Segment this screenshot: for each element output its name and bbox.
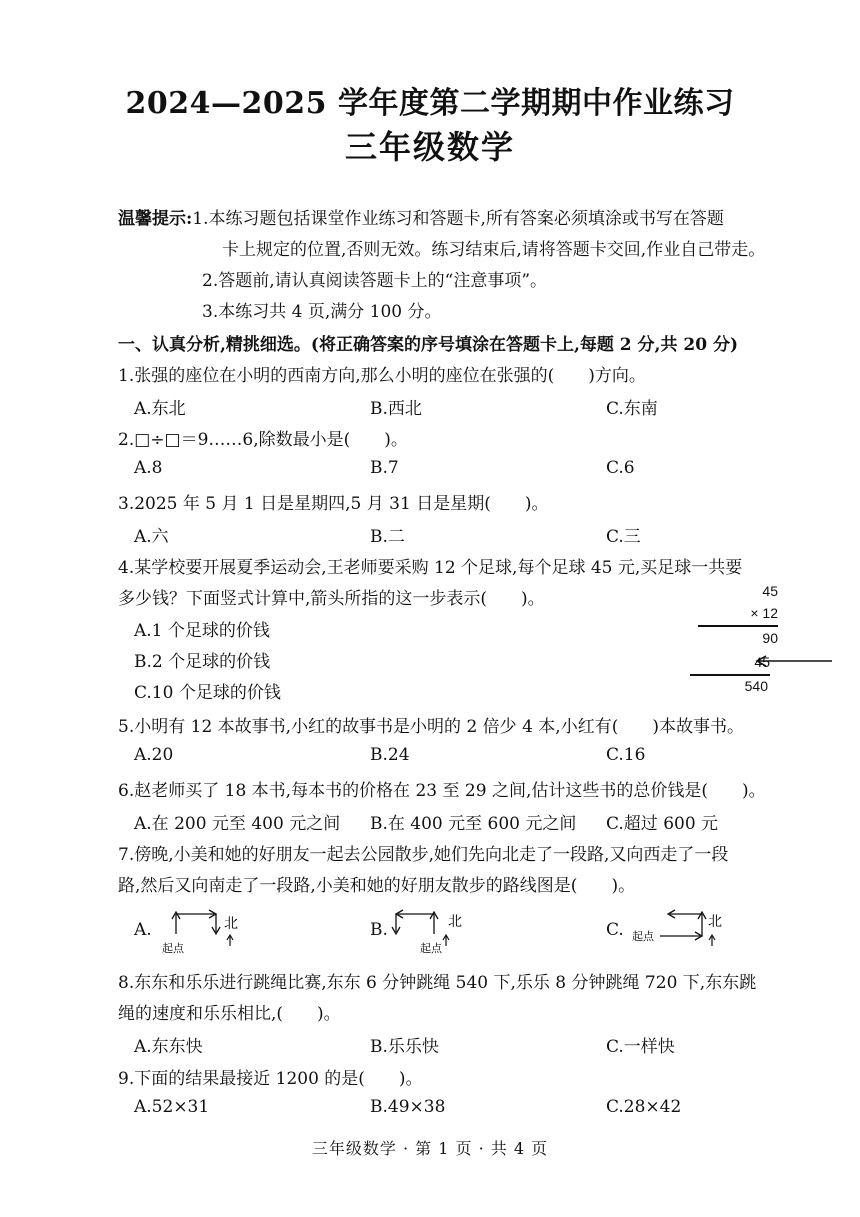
start-label: 起点 bbox=[632, 930, 654, 943]
question-5-options bbox=[134, 745, 834, 775]
question-2: 2.□÷□＝9……6,除数最小是( )。 bbox=[118, 430, 408, 450]
route-diagrams bbox=[134, 908, 834, 958]
option-a: A.52×31 bbox=[134, 1097, 210, 1117]
question-8-options bbox=[134, 1032, 834, 1062]
route-c-diagram bbox=[630, 908, 740, 956]
calc-partial2: 45 bbox=[754, 654, 770, 670]
option-a: A.在 200 元至 400 元之间 bbox=[134, 814, 341, 834]
vertical-multiplication bbox=[690, 583, 840, 703]
option-c: C.超过 600 元 bbox=[606, 814, 719, 834]
option-a: A.东东快 bbox=[134, 1037, 203, 1057]
option-b: B. bbox=[370, 920, 388, 940]
calc-partial1: 90 bbox=[762, 630, 778, 646]
page-footer: 三年级数学 · 第 1 页 · 共 4 页 bbox=[311, 1139, 549, 1158]
option-c: C.东南 bbox=[606, 399, 658, 419]
option-a: A.六 bbox=[134, 527, 169, 547]
question-9: 9.下面的结果最接近 1200 的是( )。 bbox=[118, 1069, 423, 1089]
route-b-diagram bbox=[388, 908, 478, 956]
option-b: B.西北 bbox=[370, 399, 422, 419]
north-label: 北 bbox=[708, 914, 722, 930]
section-heading: 一、认真分析,精挑细选。(将正确答案的序号填涂在答题卡上,每题 2 分,共 20 分) bbox=[118, 335, 739, 355]
option-b: B.2 个足球的价钱 bbox=[134, 652, 271, 672]
option-a: A.东北 bbox=[134, 399, 186, 419]
option-b: B.24 bbox=[370, 745, 410, 765]
arrow-left-icon bbox=[752, 653, 834, 669]
option-c: C.6 bbox=[606, 458, 635, 478]
question-1-options bbox=[134, 394, 834, 424]
start-label: 起点 bbox=[162, 942, 184, 955]
question-6-options bbox=[134, 809, 834, 839]
option-b: B.7 bbox=[370, 458, 399, 478]
question-1: 1.张强的座位在小明的西南方向,那么小明的座位在张强的( )方向。 bbox=[118, 366, 646, 386]
question-5: 5.小明有 12 本故事书,小红的故事书是小明的 2 倍少 4 本,小红有( )本故事书。 bbox=[118, 717, 744, 737]
calc-line bbox=[690, 674, 770, 676]
question-2-options bbox=[134, 458, 834, 488]
question-3: 3.2025 年 5 月 1 日是星期四,5 月 31 日是星期( )。 bbox=[118, 494, 549, 514]
option-b: B.49×38 bbox=[370, 1097, 446, 1117]
option-c: C.28×42 bbox=[606, 1097, 682, 1117]
tips-item1-line1: 1.本练习题包括课堂作业练习和答题卡,所有答案必须填涂或书写在答题 bbox=[192, 209, 724, 229]
option-c: C.一样快 bbox=[606, 1037, 675, 1057]
option-c: C.16 bbox=[606, 745, 646, 765]
calc-result: 540 bbox=[744, 678, 768, 694]
tips-block bbox=[118, 204, 838, 328]
calc-multiplier: × 12 bbox=[750, 605, 778, 621]
tips-item3: 3.本练习共 4 页,满分 100 分。 bbox=[202, 302, 442, 322]
option-a: A.8 bbox=[134, 458, 163, 478]
question-3-options bbox=[134, 522, 834, 552]
option-a: A.20 bbox=[134, 745, 174, 765]
exam-subtitle: 三年级数学 bbox=[344, 128, 515, 166]
option-c: C.三 bbox=[606, 527, 641, 547]
question-7-line1: 7.傍晚,小美和她的好朋友一起去公园散步,她们先向北走了一段路,又向西走了一段 bbox=[118, 845, 729, 865]
question-6: 6.赵老师买了 18 本书,每本书的价格在 23 至 29 之间,估计这些书的总价钱是( )。 bbox=[118, 781, 766, 801]
option-b: B.二 bbox=[370, 527, 405, 547]
tips-label: 温馨提示: bbox=[118, 209, 193, 229]
option-c: C. bbox=[606, 920, 624, 940]
option-c: C.10 个足球的价钱 bbox=[134, 683, 281, 703]
question-8-line1: 8.东东和乐乐进行跳绳比赛,东东 6 分钟跳绳 540 下,乐乐 8 分钟跳绳 720 下,东东跳 bbox=[118, 973, 757, 993]
route-a-diagram bbox=[156, 908, 246, 956]
north-label: 北 bbox=[448, 914, 462, 930]
tips-item2: 2.答题前,请认真阅读答题卡上的“注意事项”。 bbox=[202, 271, 548, 291]
option-b: B.在 400 元至 600 元之间 bbox=[370, 814, 577, 834]
exam-title: 2024—2025 学年度第二学期期中作业练习 bbox=[125, 86, 735, 121]
question-8-line2: 绳的速度和乐乐相比,( )。 bbox=[118, 1004, 341, 1024]
calc-top: 45 bbox=[762, 583, 778, 599]
option-a: A.1 个足球的价钱 bbox=[134, 621, 270, 641]
question-4-line2: 多少钱？下面竖式计算中,箭头所指的这一步表示( )。 bbox=[118, 589, 545, 609]
start-label: 起点 bbox=[420, 942, 442, 955]
option-b: B.乐乐快 bbox=[370, 1037, 439, 1057]
question-4-line1: 4.某学校要开展夏季运动会,王老师要采购 12 个足球,每个足球 45 元,买足球一共要 bbox=[118, 558, 743, 578]
option-a: A. bbox=[134, 920, 152, 940]
question-9-options bbox=[134, 1097, 834, 1127]
tips-item1-line2: 卡上规定的位置,否则无效。练习结束后,请将答题卡交回,作业自己带走。 bbox=[222, 240, 766, 260]
north-label: 北 bbox=[224, 916, 238, 932]
calc-line bbox=[698, 625, 778, 627]
question-7-line2: 路,然后又向南走了一段路,小美和她的好朋友散步的路线图是( )。 bbox=[118, 876, 636, 896]
